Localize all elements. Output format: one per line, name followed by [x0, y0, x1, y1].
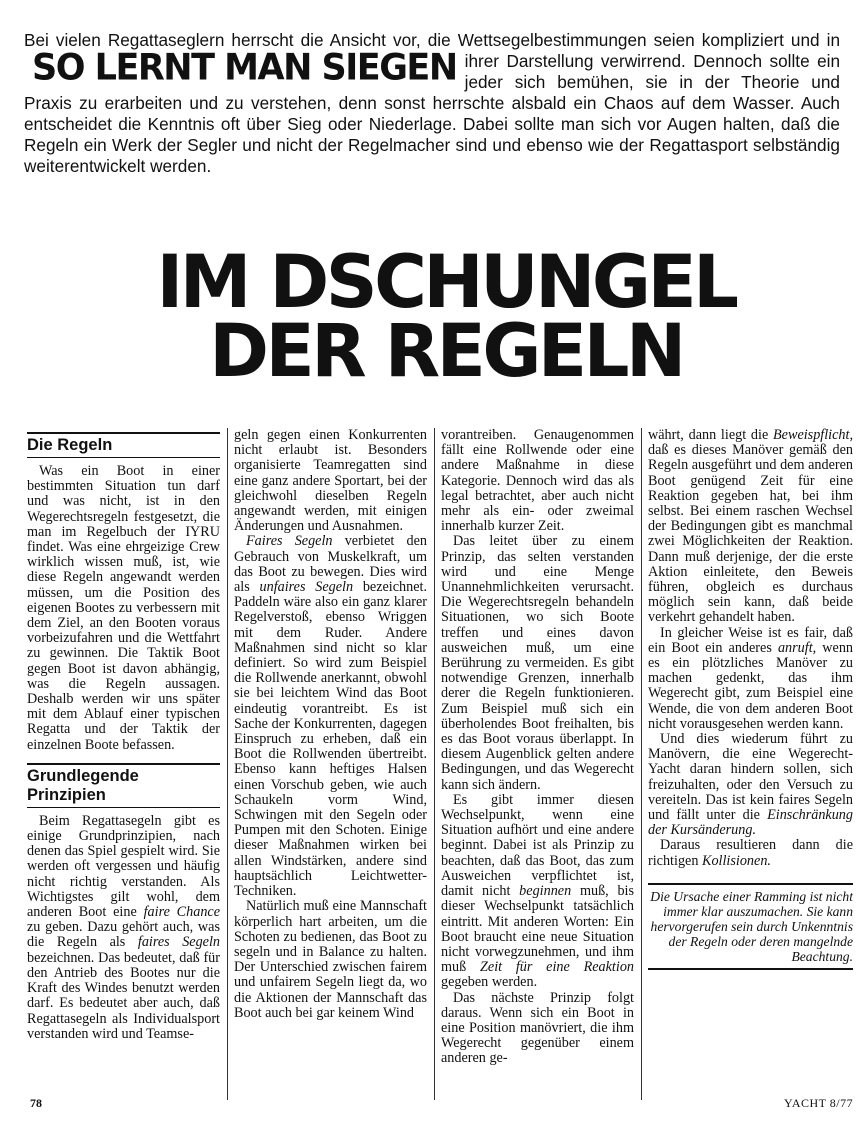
photo-caption: Die Ursache einer Ramming ist nicht immer klar auszumachen. Sie kann hervorgerufen sein durch Unkenntnis der Regeln oder deren mangelnde Beachtung.: [648, 883, 853, 970]
intro-paragraph: [24, 30, 840, 177]
column-1: [27, 428, 220, 1098]
emphasis: faires Segeln: [137, 934, 220, 951]
paragraph: vorantreiben. Genaugenommen fällt eine Rollwende oder eine andere Maßnahme in diese Kategorie. Dennoch wird das als legal betrachtet, aber auch nicht mehr als ein- oder zweimal innerhalb kurzer Zeit.: [441, 428, 634, 535]
text-run: bezeichnet. Paddeln wäre also ein ganz klarer Regelverstoß, ebenso Wriggen mit dem Ruder. Andere Maßnahmen sind nicht so klar definiert. So wird zum Beispiel die Rollwende anerkannt, obwohl sie bei leichtem Wind das Boot eindeutig vorantreibt. Es ist Sache der Konkurrenten, dagegen Einspruch zu erheben, daß ein Boot die Rollwenden übertreibt. Ebenso kann heftiges Halsen einen Vorschub geben, wie auch Schaukeln vorm Wind, Schwingen mit den Segeln oder Pumpen mit den Schoten. Einige dieser Maßnahmen wirken bei allen Windstärken, andere sind hauptsächlich Leichtwetter-Techniken.: [234, 579, 427, 900]
paragraph: Was ein Boot in einer bestimmten Situation tun darf und was nicht, ist in den Wegerechtsregeln festgesetzt, die man im Regelbuch der IYRU findet. Was eine ehrgeizige Crew wirklich wissen muß, ist, wie diese Regeln angewandt werden müssen, um die Position des eigenen Bootes zu verbessern mit dem Ziel, an den Booten voraus vorbeizufahren und die Wettfahrt zu gewinnen. Die Taktik Boot gegen Boot ist davon abhängig, was die Regeln aussagen. Deshalb werden wir uns später mit dem Ablauf einer typischen Regatta und der Taktik der einzelnen Boote befassen.: [27, 463, 220, 753]
text-run: verbietet den Gebrauch von Muskelkraft, um das Boot zu bewegen. Dies wird als: [234, 533, 427, 596]
text-run: muß, bis dieser Wechselpunkt tatsächlich eintritt. Mit anderen Worten: Ein Boot braucht eine neue Situation nicht vorwegzunehmen, und ihm muß: [441, 883, 634, 976]
paragraph: geln gegen einen Konkurrenten nicht erlaubt ist. Besonders organisierte Teamregatten sind eine ganz andere Sportart, bei der gleichwohl dieselben Regeln angewandt werden, mit einigen Änderungen und Ausnahmen.: [234, 428, 427, 535]
paragraph: [648, 838, 853, 868]
column-2: [234, 428, 427, 1098]
text-run: Daraus resultieren dann die richtigen: [648, 837, 853, 869]
paragraph: [27, 814, 220, 1042]
text-run: währt, dann liegt die: [648, 428, 769, 443]
emphasis: Faires Segeln: [246, 533, 333, 550]
emphasis: anruft,: [777, 639, 817, 656]
paragraph: Das leitet über zu einem Prinzip, das selten verstanden wird und eine Menge Unannehmlichkeiten verursacht. Die Wegerechtsregeln behandeln Situationen, wo sich Boote treffen und eines davon ausweichen muß, um eine Berührung zu vermeiden. Es gibt notwendige Grenzen, innerhalb derer die Regeln funktionieren. Zum Beispiel muß sich ein überholendes Boot freihalten, bis es das Boot voraus überlappt. In diesem Augenblick gelten andere Bedingungen, und das Wegerecht kann sich ändern.: [441, 533, 634, 793]
emphasis: Kollisionen.: [701, 852, 771, 869]
text-run: gegeben werden.: [441, 974, 538, 991]
text-run: In gleicher Weise ist es fair, daß ein Boot ein anderes: [648, 624, 853, 656]
paragraph: Natürlich muß eine Mannschaft körperlich hart arbeiten, um die Schoten zu bedienen, das Boot zu segeln und in Balance zu halten. Der Unterschied zwischen fairem und unfairem Segeln liegt da, wo die Aktionen der Mannschaft das Boot auch bei gar keinem Wind: [234, 898, 427, 1021]
emphasis: Zeit für eine Reaktion: [480, 959, 634, 976]
headline-line-1: IM DSCHUNGEL: [156, 238, 736, 325]
headline-line-2: DER REGELN: [209, 307, 683, 394]
emphasis: faire Chance: [143, 904, 220, 921]
column-rule: [434, 428, 435, 1100]
text-run: daß es dieses Manöver gemäß den Regeln ausgeführt und dem anderen Boot genügend Zeit für eine Reaktion gegeben hat, bei ihm selbst. Bei einem raschen Wechsel der Bedingungen gibt es manchmal zwei Möglichkeiten der Reaktion. Dann muß derjenige, der die erste Aktion einleitete, den Beweis führen, obgleich es durchaus möglich sein kann, daß beide verkehrt gehandelt haben.: [648, 442, 853, 626]
paragraph: [441, 793, 634, 991]
column-rule: [227, 428, 228, 1100]
emphasis: beginnen: [519, 883, 572, 900]
text-run: wenn es ein plötzliches Manöver zu machen gedenkt, das ihm Wegerecht gibt, zum Beispiel eine Wende, die von dem anderen Boot nicht vorausgesehen werden kann.: [648, 639, 853, 732]
subheading-prinzipien: Grundlegende Prinzipien: [27, 763, 220, 808]
emphasis: Einschränkung der Kursänderung.: [648, 807, 853, 839]
paragraph: [648, 626, 853, 732]
page-number: 78: [30, 1096, 42, 1110]
column-4: [648, 428, 853, 1098]
intro-text-before: Bei vielen Regattaseglern herrscht die Ansicht vor,: [24, 30, 421, 50]
text-run: zu geben. Dazu gehört auch, was die Regeln als: [27, 919, 220, 951]
intro-text-after: die Wettsegelbestimmungen seien kompliziert und in ihrer Darstellung verwirrend. Dennoch sollte ein jeder sich bemühen, sie in der Theorie und Praxis zu erarbeiten und zu verstehen, denn sonst herrschte alsbald ein Chaos auf dem Wasser. Auch entscheidet die Kenntnis oft über Sieg oder Niederlage. Dabei sollte man sich vor Augen halten, daß die Regeln ein Werk der Segler und nicht der Regelmacher sind und ebenso wie der Regattasport selbständig weiterentwickelt werden.: [24, 30, 841, 176]
magazine-issue: YACHT 8/77: [784, 1096, 854, 1110]
column-3: [441, 428, 634, 1098]
headline: [96, 238, 796, 394]
kicker-title: SO LERNT MAN SIEGEN: [32, 47, 457, 89]
paragraph: [234, 534, 427, 899]
column-rule: [641, 428, 642, 1100]
paragraph: [648, 732, 853, 838]
text-run: Es gibt immer diesen Wechselpunkt, wenn eine Situation aufhört und eine andere beginnt. Dabei ist als Prinzip zu beachten, daß das Boot, das zum Ausweichen verpflichtet ist, damit nicht: [441, 791, 634, 900]
text-run: bezeichnen. Das bedeutet, daß für den Antrieb des Bootes nur die Kraft des Windes benutzt werden darf. Es bedeutet aber auch, daß Regattasegeln als Individualsport verstanden wird und Teamse-: [27, 949, 220, 1042]
paragraph: [648, 428, 853, 626]
text-run: Beim Regattasegeln gibt es einige Grundprinzipien, nach denen das Spiel gespielt wird. Sie werden oft vergessen und häufig nicht richtig verstanden. Als Wichtigstes gilt wohl, dem anderen Boot eine: [27, 812, 220, 921]
paragraph: Das nächste Prinzip folgt daraus. Wenn sich ein Boot in eine Position manövriert, die ihm Wegerecht gegenüber einem anderen ge-: [441, 989, 634, 1067]
text-run: Und dies wiederum führt zu Manövern, die eine Wegerecht-Yacht daran hindern sollen, sich freizuhalten, oder den Versuch zu vereiteln. Das ist kein faires Segeln und fällt unter die: [648, 731, 853, 824]
emphasis: unfaires Segeln: [259, 579, 354, 596]
emphasis: Beweispflicht,: [773, 428, 853, 443]
subheading-regeln: Die Regeln: [27, 432, 220, 458]
article-columns: [27, 428, 853, 1098]
